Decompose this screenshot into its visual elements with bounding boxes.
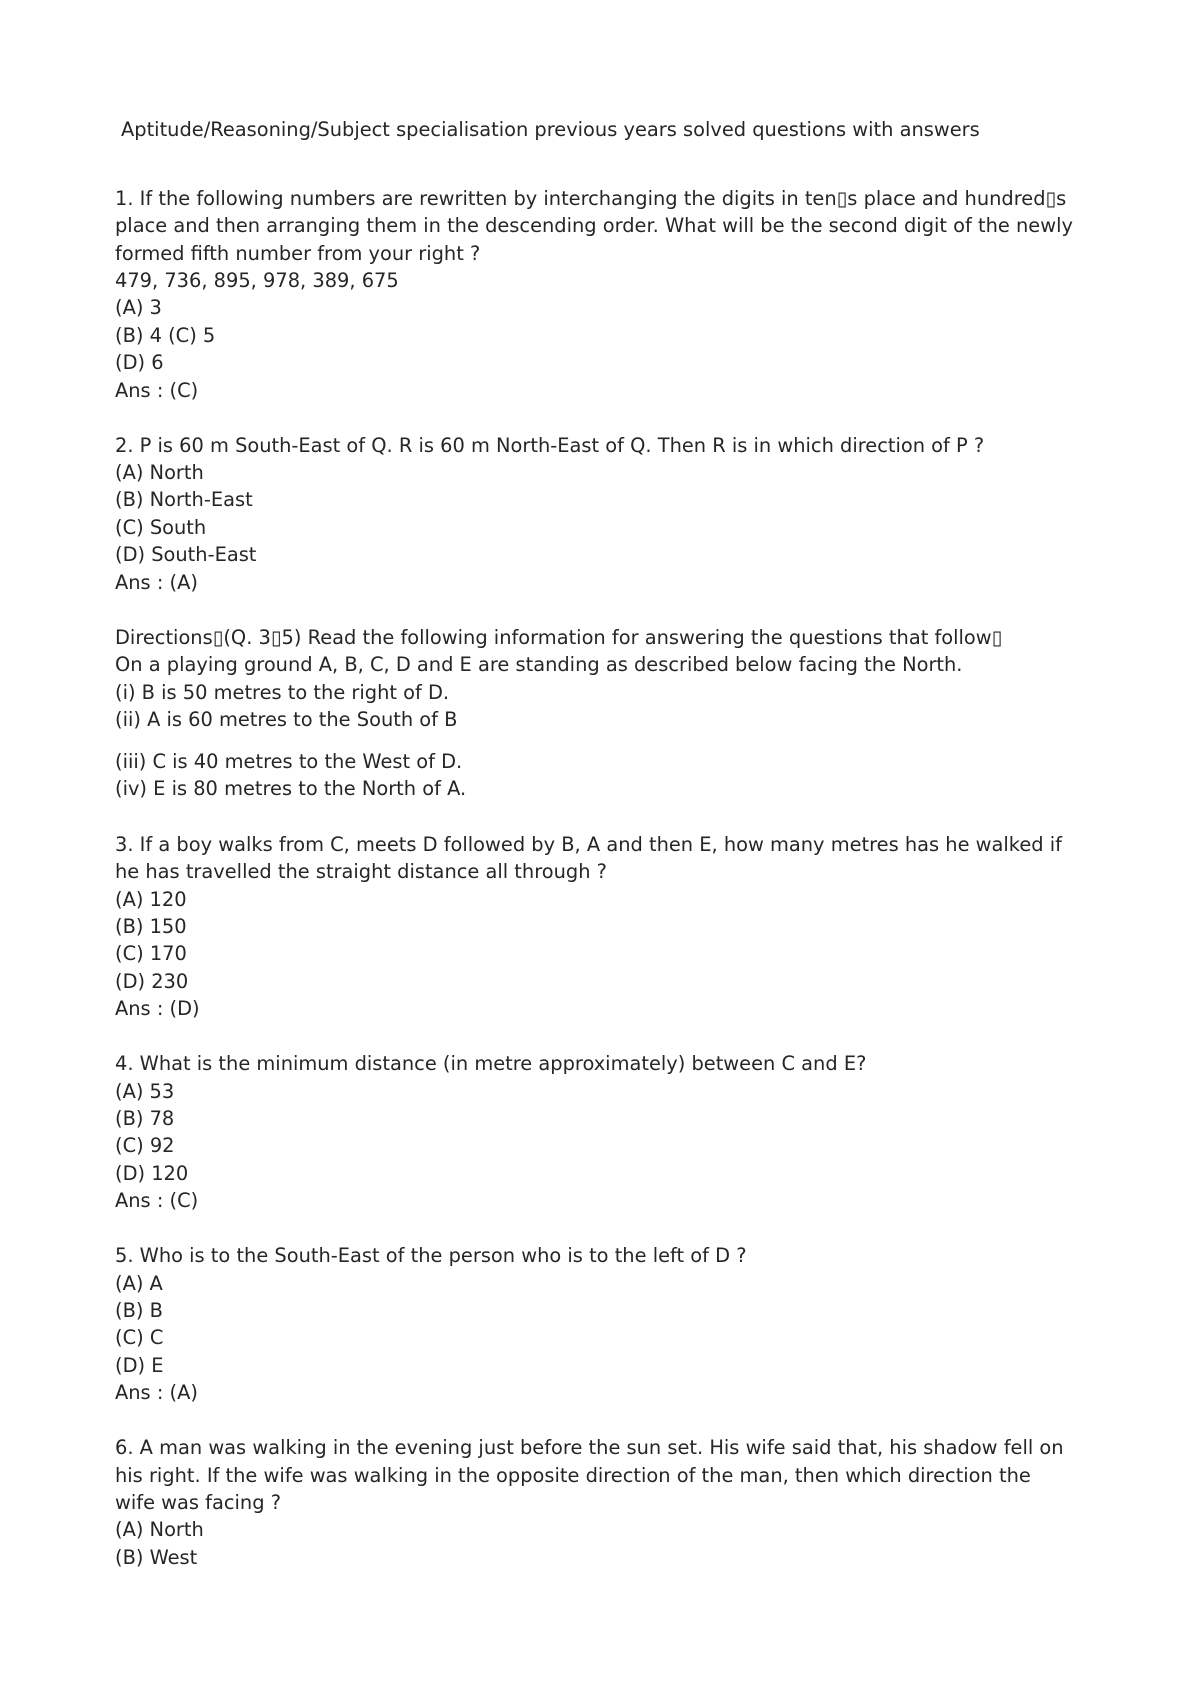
directions-intro: On a playing ground A, B, C, D and E are standing as described below facing the North.: [115, 653, 963, 676]
q1-text-line-1: 1. If the following numbers are rewritten by interchanging the digits in ten▯s place and hundred▯s: [115, 187, 1067, 210]
q2-option-c: (C) South: [115, 516, 207, 539]
q4-option-d: (D) 120: [115, 1162, 189, 1185]
q2-answer: Ans : (A): [115, 571, 198, 594]
q5-option-c: (C) C: [115, 1326, 164, 1349]
q1-option-b-c: (B) 4 (C) 5: [115, 324, 216, 347]
q5-answer: Ans : (A): [115, 1381, 198, 1404]
directions-heading: Directions▯(Q. 3▯5) Read the following information for answering the questions that follow▯: [115, 626, 1003, 649]
q4-answer: Ans : (C): [115, 1189, 199, 1212]
q6-option-b: (B) West: [115, 1546, 198, 1569]
q1-text-line-2: place and then arranging them in the descending order. What will be the second digit of the newly: [115, 214, 1073, 237]
directions-item-ii: (ii) A is 60 metres to the South of B: [115, 708, 458, 731]
q3-option-d: (D) 230: [115, 970, 189, 993]
q4-option-c: (C) 92: [115, 1134, 175, 1157]
q4-option-a: (A) 53: [115, 1080, 175, 1103]
q5-option-d: (D) E: [115, 1354, 164, 1377]
q2-option-d: (D) South-East: [115, 543, 257, 566]
directions-item-i: (i) B is 50 metres to the right of D.: [115, 681, 450, 704]
q1-text-line-3: formed fifth number from your right ?: [115, 242, 481, 265]
directions-item-iv: (iv) E is 80 metres to the North of A.: [115, 777, 467, 800]
q1-answer: Ans : (C): [115, 379, 199, 402]
page-title: Aptitude/Reasoning/Subject specialisation previous years solved questions with answers: [121, 118, 980, 141]
q3-option-c: (C) 170: [115, 942, 187, 965]
q1-numbers: 479, 736, 895, 978, 389, 675: [115, 269, 399, 292]
q1-option-a: (A) 3: [115, 296, 162, 319]
q4-text: 4. What is the minimum distance (in metre approximately) between C and E?: [115, 1052, 867, 1075]
q3-answer: Ans : (D): [115, 997, 200, 1020]
q6-text-line-1: 6. A man was walking in the evening just before the sun set. His wife said that, his shadow fell on: [115, 1436, 1064, 1459]
q3-text-line-1: 3. If a boy walks from C, meets D followed by B, A and then E, how many metres has he walked if: [115, 833, 1062, 856]
q5-text: 5. Who is to the South-East of the person who is to the left of D ?: [115, 1244, 747, 1267]
q4-option-b: (B) 78: [115, 1107, 175, 1130]
q6-text-line-2: his right. If the wife was walking in the opposite direction of the man, then which direction the: [115, 1464, 1031, 1487]
directions-item-iii: (iii) C is 40 metres to the West of D.: [115, 750, 463, 773]
q5-option-a: (A) A: [115, 1272, 163, 1295]
q2-text: 2. P is 60 m South-East of Q. R is 60 m North-East of Q. Then R is in which direction of P ?: [115, 434, 985, 457]
q6-text-line-3: wife was facing ?: [115, 1491, 281, 1514]
q6-option-a: (A) North: [115, 1518, 204, 1541]
q1-option-d: (D) 6: [115, 351, 164, 374]
q5-option-b: (B) B: [115, 1299, 163, 1322]
q2-option-b: (B) North-East: [115, 488, 253, 511]
q3-option-a: (A) 120: [115, 888, 187, 911]
q3-option-b: (B) 150: [115, 915, 187, 938]
q2-option-a: (A) North: [115, 461, 204, 484]
q3-text-line-2: he has travelled the straight distance all through ?: [115, 860, 607, 883]
